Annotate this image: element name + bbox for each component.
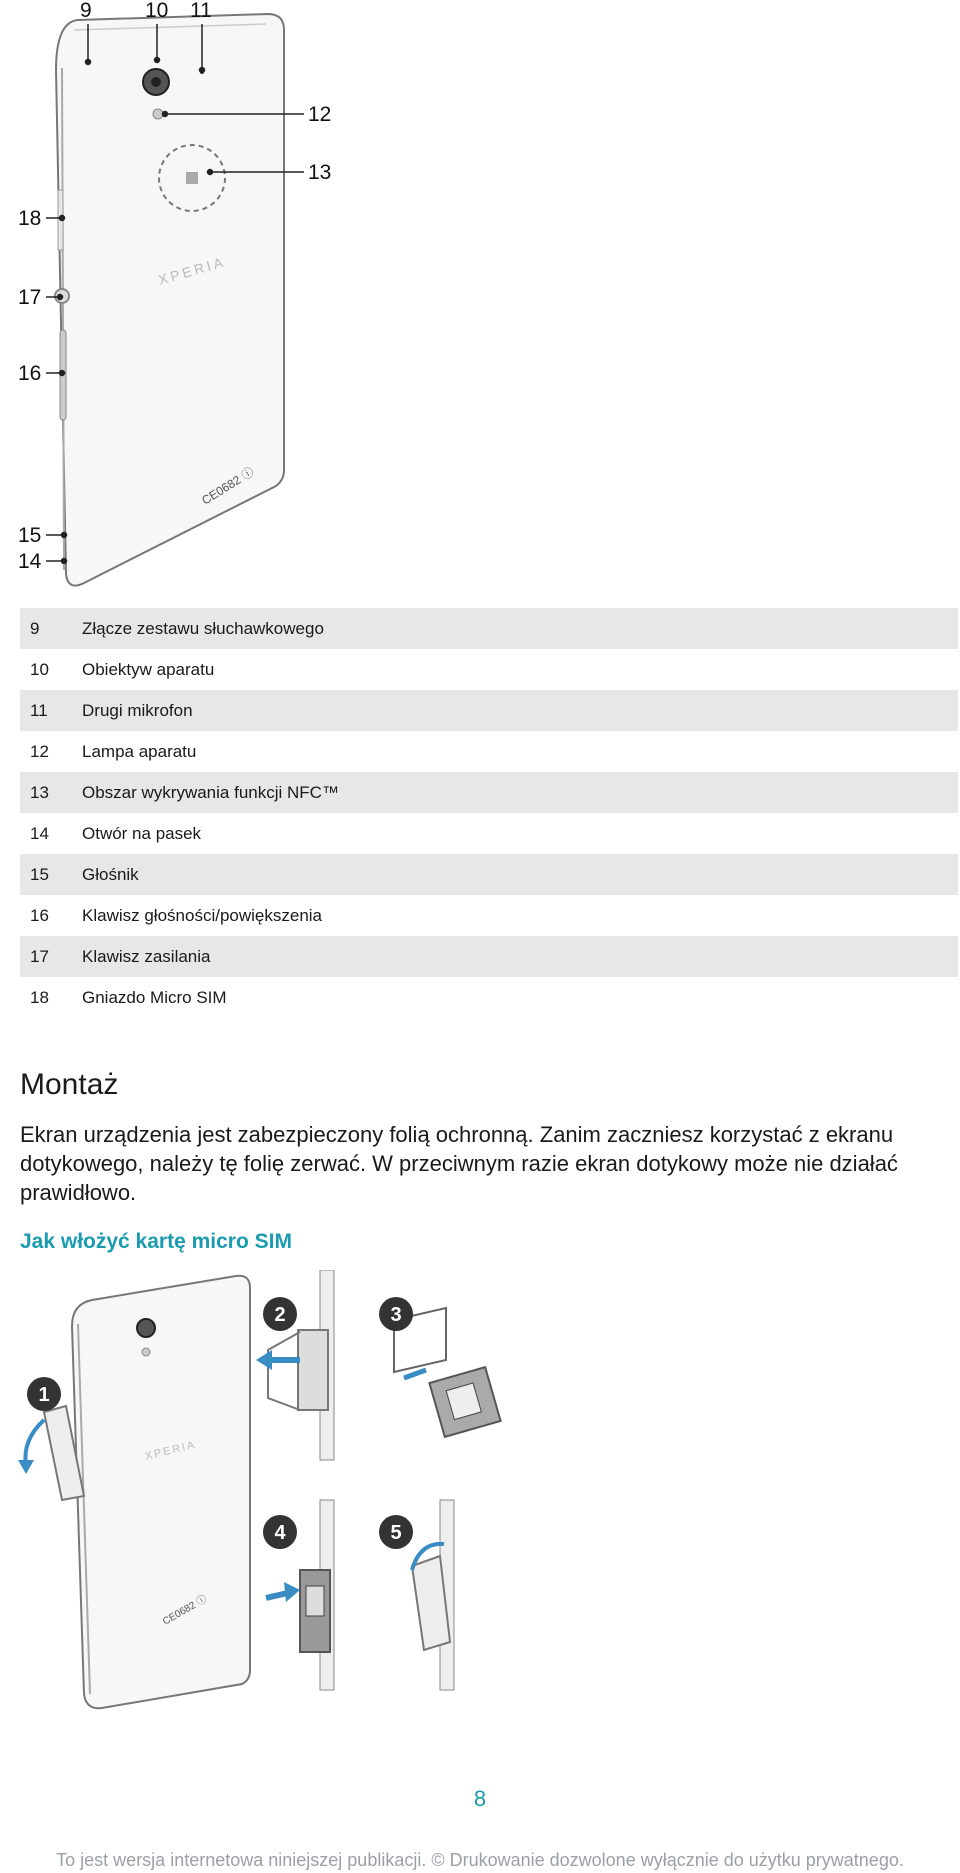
section-body: Ekran urządzenia jest zabezpieczony folią ochronną. Zanim zaczniesz korzystać z ekranu dotykowego, należy tę folię zerwać. W przeciwnym razie ekran dotykowy może nie działać prawidłowo. [20,1122,898,1205]
part-label: Klawisz zasilania [82,936,958,977]
cert-marks-text: CE0682 ⓘ [199,464,257,508]
table-row [20,977,958,1018]
camera-lens-icon [137,1319,155,1337]
page-footer: To jest wersja internetowa niniejszej publikacji. © Drukowanie dozwolone wyłącznie do użytku prywatnego. [56,1850,904,1870]
callout-14: 14 [18,550,42,573]
step-2-panel [256,1270,334,1460]
step-badge-1: 1 [38,1384,50,1406]
phone-body [56,14,284,586]
callout-17: 17 [18,286,42,309]
part-label: Obszar wykrywania funkcji NFC™ [82,772,958,813]
callout-11: 11 [190,0,212,22]
table-row [20,772,958,813]
section-heading: Montaż [20,1068,119,1101]
part-number: 14 [30,823,49,843]
callout-15: 15 [18,524,42,547]
parts-table [20,608,958,1018]
part-label: Lampa aparatu [82,741,197,761]
part-number: 10 [30,659,49,679]
cert-marks-text: CE0682 ⓘ [161,1593,209,1628]
table-row [20,649,958,690]
table-row [20,813,958,854]
phone-brand-text: XPERIA [143,1438,198,1463]
table-row [20,895,958,936]
sim-insertion-diagram [0,1270,960,1730]
section-subheading: Jak włożyć kartę micro SIM [20,1230,292,1253]
part-label: Złącze zestawu słuchawkowego [82,608,958,649]
step-badge-3: 3 [390,1304,402,1326]
part-number: 15 [20,854,82,895]
open-arrow-icon [25,1420,44,1466]
part-label: Obiektyw aparatu [82,659,215,679]
phone-back-diagram [0,0,960,600]
callout-16: 16 [18,362,42,385]
part-label: Głośnik [82,854,958,895]
part-number: 16 [30,905,49,925]
callout-12: 12 [308,103,332,126]
part-number: 9 [20,608,82,649]
flash-icon [153,109,163,119]
callout-13: 13 [308,161,332,184]
callout-10: 10 [145,0,169,22]
step-badge-4: 4 [274,1522,286,1544]
phone-brand-text: XPERIA [156,253,228,288]
phone-body [72,1276,250,1708]
table-row [20,690,958,731]
part-number: 11 [20,690,82,731]
part-label: Gniazdo Micro SIM [82,987,227,1007]
step-3-panel [394,1308,501,1437]
step-badge-2: 2 [274,1304,286,1326]
flash-icon [142,1348,150,1356]
table-row [20,731,958,772]
step-5-panel [412,1500,454,1690]
callout-9: 9 [80,0,92,22]
table-row [20,854,958,895]
part-number: 17 [20,936,82,977]
part-number: 13 [20,772,82,813]
part-number: 18 [30,987,49,1007]
callout-18: 18 [18,207,42,230]
part-label: Drugi mikrofon [82,690,958,731]
part-number: 12 [30,741,49,761]
step-badge-5: 5 [390,1522,402,1544]
table-row [20,936,958,977]
page-number: 8 [473,1786,487,1811]
part-label: Klawisz głośności/powiększenia [82,905,323,925]
table-row [20,608,958,649]
insert-arrow-icon [404,1370,426,1378]
part-label: Otwór na pasek [82,823,202,843]
